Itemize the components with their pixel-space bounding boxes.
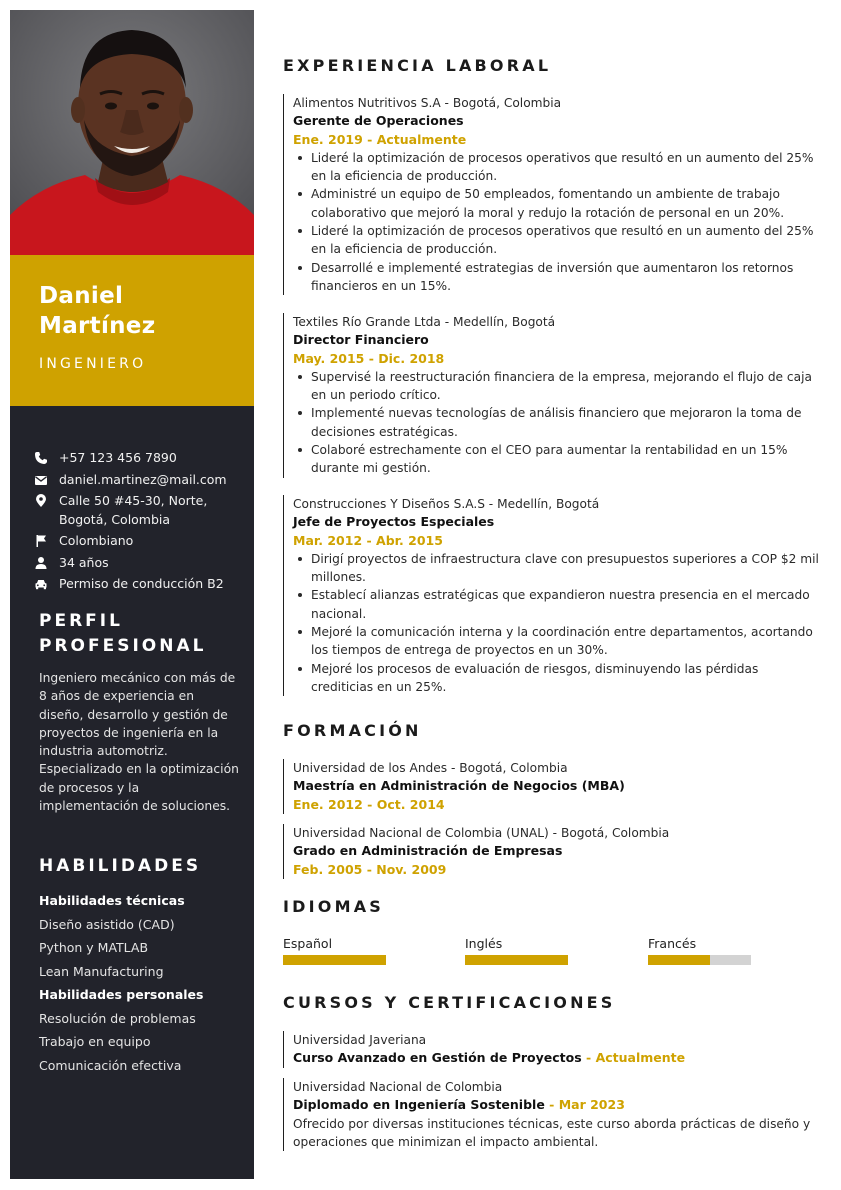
language-name: Español [283, 936, 333, 951]
entry-date: Ene. 2012 - Oct. 2014 [293, 796, 445, 812]
car-icon [34, 577, 48, 591]
flag-icon [34, 534, 48, 548]
cursos-heading: CURSOS Y CERTIFICACIONES [283, 993, 616, 1012]
language-level-fill [283, 955, 386, 965]
language-item [648, 936, 751, 965]
candidate-role: INGENIERO [39, 356, 147, 372]
entry-organization: Universidad Nacional de Colombia (UNAL) - Bogotá, Colombia [293, 826, 670, 840]
phone-icon [34, 451, 48, 465]
entry-organization: Construcciones Y Diseños S.A.S - Medellín, Bogotá [293, 497, 600, 511]
contact-text: Calle 50 #45-30, Norte, Bogotá, Colombia [59, 493, 208, 527]
skill-category: Habilidades técnicas [39, 893, 185, 908]
mail-icon [34, 473, 48, 487]
bullet-item: Administré un equipo de 50 empleados, fomentando un ambiente de trabajo colaborativo que mejoró la moral y redujo la rotación de personal en un 20%. [293, 185, 823, 222]
bullet-item: Establecí alianzas estratégicas que expandieron nuestra presencia en el mercado nacional. [293, 586, 823, 623]
course-date-separator: - [581, 1050, 596, 1066]
entry-organization: Universidad de los Andes - Bogotá, Colombia [293, 761, 568, 775]
person-icon [34, 556, 48, 570]
skill-item: Comunicación efectiva [39, 1057, 182, 1073]
entry-title [293, 1096, 823, 1114]
bullet-item: Dirigí proyectos de infraestructura clave con presupuestos superiores a COP $2 mil millones. [293, 550, 823, 587]
course-date-separator: - [544, 1097, 559, 1113]
contact-address [34, 492, 249, 529]
experience-entry [283, 495, 823, 696]
skill-item: Lean Manufacturing [39, 963, 164, 979]
contact-list [34, 449, 249, 597]
skill-item: Resolución de problemas [39, 1010, 196, 1026]
idiomas-heading: IDIOMAS [283, 897, 385, 916]
entry-bullets [293, 368, 823, 478]
education-entry [283, 824, 823, 879]
experiencia-heading: EXPERIENCIA LABORAL [283, 56, 552, 75]
bullet-item: Lideré la optimización de procesos operativos que resultó en un aumento del 25% en la eficiencia de producción. [293, 222, 823, 259]
last-name: Martínez [39, 313, 156, 339]
course-date: Mar 2023 [558, 1097, 625, 1113]
bullet-item: Implementé nuevas tecnologías de análisis financiero que mejoraron la toma de decisiones estratégicas. [293, 404, 823, 441]
bullet-item: Mejoré la comunicación interna y la coordinación entre departamentos, acortando los tiempos de entrega de proyectos en un 30%. [293, 623, 823, 660]
bullet-item: Desarrollé e implementé estrategias de inversión que aumentaron los retornos financieros en un 15%. [293, 259, 823, 296]
candidate-name [39, 281, 155, 341]
course-description: Ofrecido por diversas instituciones técnicas, este curso aborda prácticas de diseño y operaciones que minimizan el impacto ambiental. [293, 1116, 811, 1149]
bullet-item: Colaboré estrechamente con el CEO para aumentar la rentabilidad en un 15% durante mi gestión. [293, 441, 823, 478]
contact-text: 34 años [59, 554, 109, 570]
perfil-heading-line1: PERFIL [39, 611, 123, 631]
language-item [283, 936, 386, 965]
course-title: Diplomado en Ingeniería Sostenible [293, 1097, 545, 1113]
entry-date: May. 2015 - Dic. 2018 [293, 350, 445, 366]
perfil-heading [39, 609, 206, 659]
entry-bullets [293, 550, 823, 696]
contact-nationality [34, 532, 249, 551]
language-level-bar [465, 955, 568, 965]
language-level-bar [648, 955, 751, 965]
perfil-text: Ingeniero mecánico con más de 8 años de experiencia en diseño, desarrollo y gestión de proyectos de ingeniería en la industria automotriz. Especializado en la optimización de procesos y la implementación de soluciones. [39, 671, 239, 814]
contact-text: Permiso de conducción B2 [59, 576, 224, 591]
language-level-fill [465, 955, 568, 965]
contact-text: Colombiano [59, 533, 134, 548]
entry-date: Ene. 2019 - Actualmente [293, 131, 467, 147]
entry-date: Feb. 2005 - Nov. 2009 [293, 861, 447, 877]
language-item [465, 936, 568, 965]
name-band [10, 255, 254, 406]
entry-bullets [293, 149, 823, 295]
entry-date: Mar. 2012 - Abr. 2015 [293, 532, 443, 548]
language-level-fill [648, 955, 710, 965]
entry-title [293, 1049, 823, 1067]
skill-item: Trabajo en equipo [39, 1034, 151, 1049]
entry-organization: Textiles Río Grande Ltda - Medellín, Bogotá [293, 315, 556, 329]
skills-list [39, 889, 249, 1077]
experience-entry [283, 94, 823, 295]
bullet-item: Mejoré los procesos de evaluación de riesgos, disminuyendo las pérdidas crediticias en un 25%. [293, 660, 823, 697]
contact-text: +57 123 456 7890 [59, 450, 177, 465]
perfil-heading-line2: PROFESIONAL [39, 636, 207, 656]
contact-license [34, 575, 249, 594]
bullet-item: Lideré la optimización de procesos operativos que resultó en un aumento del 25% en la eficiencia de producción. [293, 149, 823, 186]
habilidades-heading: HABILIDADES [39, 856, 202, 876]
location-pin-icon [34, 494, 48, 508]
entry-title: Grado en Administración de Empresas [293, 843, 563, 859]
bullet-item: Supervisé la reestructuración financiera de la empresa, mejorando el flujo de caja en un periodo crítico. [293, 368, 823, 405]
entry-title: Director Financiero [293, 332, 429, 348]
profile-photo [10, 10, 254, 255]
first-name: Daniel [39, 283, 124, 309]
contact-text: daniel.martinez@mail.com [59, 471, 227, 487]
education-entry [283, 759, 823, 814]
course-date: Actualmente [595, 1050, 686, 1066]
entry-organization: Universidad Nacional de Colombia [293, 1080, 503, 1094]
skill-category: Habilidades personales [39, 987, 204, 1002]
contact-age [34, 554, 249, 573]
entry-organization: Alimentos Nutritivos S.A - Bogotá, Colombia [293, 96, 562, 110]
language-level-bar [283, 955, 386, 965]
entry-organization: Universidad Javeriana [293, 1033, 427, 1047]
course-title: Curso Avanzado en Gestión de Proyectos [293, 1050, 582, 1066]
course-entry [283, 1031, 823, 1068]
language-name: Inglés [465, 936, 503, 951]
entry-title: Jefe de Proyectos Especiales [293, 514, 495, 530]
language-name: Francés [648, 936, 697, 951]
sidebar [10, 10, 254, 1179]
skill-item: Python y MATLAB [39, 940, 149, 955]
contact-email [34, 471, 249, 490]
entry-title: Gerente de Operaciones [293, 113, 464, 129]
skill-item: Diseño asistido (CAD) [39, 916, 175, 932]
course-entry [283, 1078, 823, 1151]
contact-phone [34, 449, 249, 468]
experience-entry [283, 313, 823, 478]
entry-title: Maestría en Administración de Negocios (MBA) [293, 778, 625, 794]
formacion-heading: FORMACIÓN [283, 721, 422, 740]
